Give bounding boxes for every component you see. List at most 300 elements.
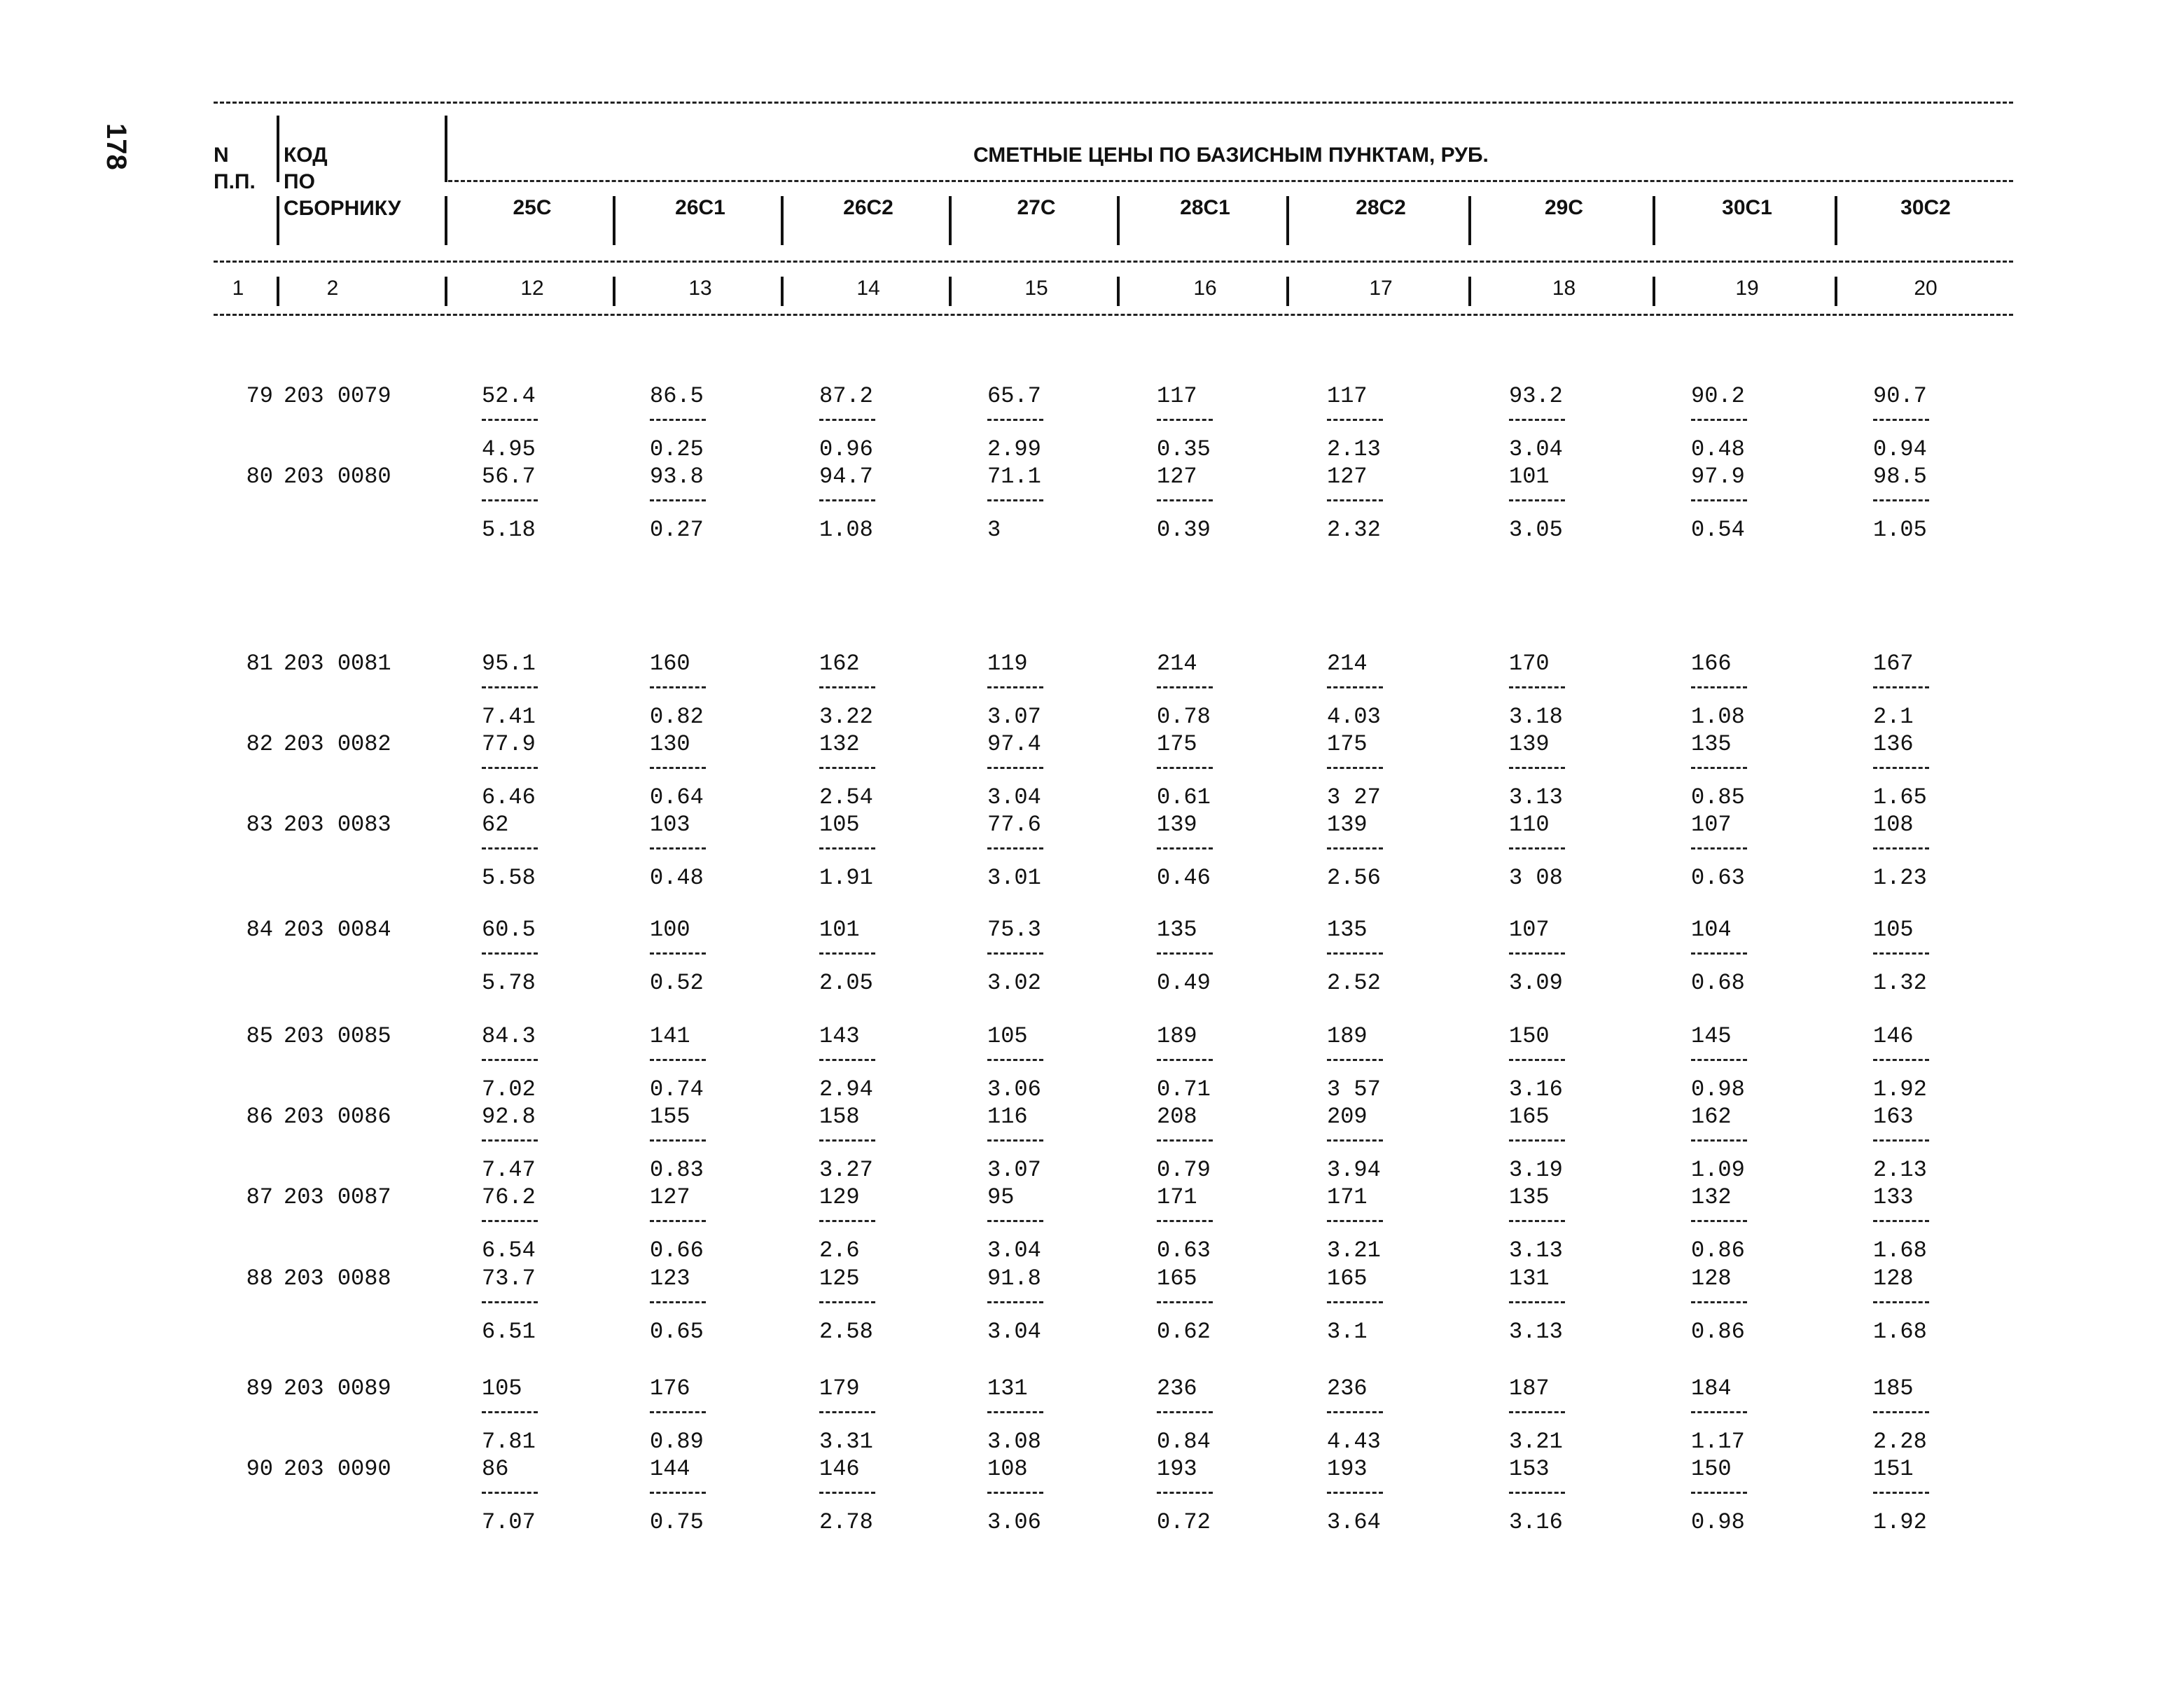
- price-value: 76.2: [482, 1184, 536, 1210]
- row-number: 85: [246, 1023, 273, 1049]
- fraction-line: [1327, 1059, 1383, 1061]
- fraction-line: [1509, 847, 1565, 850]
- price-fraction-value: 2.32: [1327, 517, 1381, 543]
- fraction-line: [1873, 419, 1929, 421]
- fraction-line: [1691, 952, 1747, 955]
- price-fraction-value: 0.96: [819, 436, 873, 462]
- price-fraction-value: 0.84: [1157, 1429, 1211, 1455]
- fraction-line: [1157, 499, 1213, 501]
- price-fraction-value: 3.19: [1509, 1157, 1563, 1183]
- fraction-line: [1157, 767, 1213, 769]
- fraction-line: [987, 1139, 1043, 1142]
- fraction-line: [1327, 686, 1383, 688]
- fraction-line: [1691, 847, 1747, 850]
- price-fraction-value: 1.92: [1873, 1076, 1927, 1102]
- price-fraction-value: 1.91: [819, 865, 873, 891]
- fraction-line: [650, 419, 706, 421]
- header-col-number: 16: [1193, 277, 1217, 300]
- fraction-line: [1873, 686, 1929, 688]
- price-fraction-value: 6.46: [482, 784, 536, 810]
- price-value: 175: [1327, 731, 1368, 757]
- row-number: 88: [246, 1265, 273, 1291]
- fraction-line: [1157, 1059, 1213, 1061]
- row-number: 89: [246, 1375, 273, 1401]
- fraction-line: [1157, 686, 1213, 688]
- fraction-line: [482, 1139, 538, 1142]
- price-fraction-value: 1.23: [1873, 865, 1927, 891]
- price-fraction-value: 3.94: [1327, 1157, 1381, 1183]
- price-value: 151: [1873, 1456, 1914, 1482]
- header-col-number: 1: [232, 277, 244, 300]
- price-value: 104: [1691, 917, 1732, 943]
- price-fraction-value: 0.82: [650, 704, 704, 730]
- price-value: 189: [1327, 1023, 1368, 1049]
- header-bottom-rule: [214, 314, 2013, 316]
- price-fraction-value: 2.13: [1327, 436, 1381, 462]
- price-value: 139: [1327, 812, 1368, 838]
- price-fraction-value: 0.63: [1157, 1237, 1211, 1263]
- header-col-label: 29C: [1544, 196, 1584, 219]
- header-col-label: 26C1: [675, 196, 725, 219]
- price-fraction-value: 1.09: [1691, 1157, 1745, 1183]
- price-value: 103: [650, 812, 690, 838]
- header-col-number: 13: [688, 277, 712, 300]
- price-fraction-value: 3.16: [1509, 1509, 1563, 1535]
- price-value: 105: [987, 1023, 1028, 1049]
- price-value: 56.7: [482, 464, 536, 490]
- header-col-label: 26C2: [843, 196, 893, 219]
- price-fraction-value: 3.16: [1509, 1076, 1563, 1102]
- price-fraction-value: 2.52: [1327, 970, 1381, 996]
- fraction-line: [1327, 499, 1383, 501]
- header-col-n-sub: П.П.: [214, 170, 256, 193]
- fraction-line: [987, 1220, 1043, 1222]
- fraction-line: [482, 847, 538, 850]
- price-value: 110: [1509, 812, 1550, 838]
- price-value: 135: [1327, 917, 1368, 943]
- price-value: 73.7: [482, 1265, 536, 1291]
- fraction-line: [1327, 1139, 1383, 1142]
- price-value: 187: [1509, 1375, 1550, 1401]
- header-sub-rule: [214, 261, 2013, 263]
- fraction-line: [1327, 1301, 1383, 1303]
- price-fraction-value: 3.21: [1509, 1429, 1563, 1455]
- fraction-line: [987, 686, 1043, 688]
- fraction-line: [1327, 847, 1383, 850]
- row-number: 83: [246, 812, 273, 838]
- price-fraction-value: 3.64: [1327, 1509, 1381, 1535]
- fraction-line: [650, 847, 706, 850]
- price-value: 87.2: [819, 383, 873, 409]
- header-col-number: 20: [1914, 277, 1938, 300]
- row-number: 81: [246, 651, 273, 677]
- header-divider: [277, 196, 279, 245]
- fraction-line: [1509, 952, 1565, 955]
- price-value: 214: [1157, 651, 1197, 677]
- fraction-line: [1691, 419, 1747, 421]
- fraction-line: [1509, 686, 1565, 688]
- header-col-number: 12: [520, 277, 544, 300]
- fraction-line: [1509, 1139, 1565, 1142]
- price-value: 236: [1157, 1375, 1197, 1401]
- price-fraction-value: 3.04: [987, 784, 1041, 810]
- row-code: 203 0079: [284, 383, 391, 409]
- price-value: 189: [1157, 1023, 1197, 1049]
- header-col-number: 19: [1735, 277, 1759, 300]
- fraction-line: [1327, 1220, 1383, 1222]
- price-value: 130: [650, 731, 690, 757]
- price-fraction-value: 5.78: [482, 970, 536, 996]
- header-code-line1: КОД: [284, 144, 328, 167]
- price-fraction-value: 0.72: [1157, 1509, 1211, 1535]
- header-divider: [445, 277, 447, 306]
- price-fraction-value: 7.41: [482, 704, 536, 730]
- fraction-line: [987, 1059, 1043, 1061]
- fraction-line: [819, 767, 875, 769]
- fraction-line: [482, 1492, 538, 1494]
- price-value: 146: [1873, 1023, 1914, 1049]
- price-value: 150: [1509, 1023, 1550, 1049]
- price-fraction-value: 3.13: [1509, 784, 1563, 810]
- fraction-line: [819, 847, 875, 850]
- price-value: 133: [1873, 1184, 1914, 1210]
- price-value: 128: [1691, 1265, 1732, 1291]
- fraction-line: [1873, 767, 1929, 769]
- price-fraction-value: 1.68: [1873, 1319, 1927, 1345]
- fraction-line: [1327, 767, 1383, 769]
- price-value: 131: [1509, 1265, 1550, 1291]
- row-code: 203 0084: [284, 917, 391, 943]
- price-fraction-value: 1.32: [1873, 970, 1927, 996]
- price-value: 86: [482, 1456, 509, 1482]
- price-fraction-value: 2.05: [819, 970, 873, 996]
- fraction-line: [1873, 1492, 1929, 1494]
- price-fraction-value: 3.22: [819, 704, 873, 730]
- header-code-line2: ПО: [284, 170, 315, 193]
- price-value: 135: [1509, 1184, 1550, 1210]
- price-value: 135: [1691, 731, 1732, 757]
- price-fraction-value: 0.94: [1873, 436, 1927, 462]
- fraction-line: [1691, 1139, 1747, 1142]
- price-value: 193: [1157, 1456, 1197, 1482]
- fraction-line: [1157, 1139, 1213, 1142]
- fraction-line: [819, 1301, 875, 1303]
- row-code: 203 0085: [284, 1023, 391, 1049]
- header-col-label: 27C: [1017, 196, 1056, 219]
- header-col-number: 15: [1024, 277, 1048, 300]
- price-value: 94.7: [819, 464, 873, 490]
- fraction-line: [1327, 1411, 1383, 1413]
- price-fraction-value: 3.27: [819, 1157, 873, 1183]
- price-value: 236: [1327, 1375, 1368, 1401]
- price-value: 65.7: [987, 383, 1041, 409]
- price-fraction-value: 1.08: [1691, 704, 1745, 730]
- price-value: 146: [819, 1456, 860, 1482]
- header-code-line3: СБОРНИКУ: [284, 197, 401, 220]
- fraction-line: [650, 686, 706, 688]
- price-fraction-value: 3: [987, 517, 1001, 543]
- fraction-line: [650, 1411, 706, 1413]
- price-fraction-value: 3.13: [1509, 1237, 1563, 1263]
- header-col-number: 2: [326, 277, 339, 300]
- price-fraction-value: 3.04: [987, 1237, 1041, 1263]
- price-value: 92.8: [482, 1104, 536, 1130]
- row-number: 87: [246, 1184, 273, 1210]
- fraction-line: [1509, 1220, 1565, 1222]
- price-fraction-value: 2.58: [819, 1319, 873, 1345]
- header-divider: [445, 116, 447, 182]
- price-fraction-value: 2.28: [1873, 1429, 1927, 1455]
- price-value: 91.8: [987, 1265, 1041, 1291]
- price-value: 141: [650, 1023, 690, 1049]
- fraction-line: [1873, 1139, 1929, 1142]
- fraction-line: [1691, 1492, 1747, 1494]
- row-code: 203 0090: [284, 1456, 391, 1482]
- fraction-line: [1873, 1411, 1929, 1413]
- price-fraction-value: 3.18: [1509, 704, 1563, 730]
- row-code: 203 0081: [284, 651, 391, 677]
- price-value: 165: [1327, 1265, 1368, 1291]
- price-fraction-value: 2.99: [987, 436, 1041, 462]
- fraction-line: [987, 767, 1043, 769]
- price-fraction-value: 2.56: [1327, 865, 1381, 891]
- price-value: 127: [650, 1184, 690, 1210]
- fraction-line: [1691, 1411, 1747, 1413]
- price-fraction-value: 7.81: [482, 1429, 536, 1455]
- fraction-line: [1509, 1411, 1565, 1413]
- price-value: 143: [819, 1023, 860, 1049]
- price-value: 165: [1509, 1104, 1550, 1130]
- fraction-line: [1509, 1301, 1565, 1303]
- price-fraction-value: 3.21: [1327, 1237, 1381, 1263]
- price-value: 60.5: [482, 917, 536, 943]
- price-value: 129: [819, 1184, 860, 1210]
- header-col-n: N: [214, 144, 229, 167]
- price-value: 123: [650, 1265, 690, 1291]
- price-fraction-value: 2.6: [819, 1237, 860, 1263]
- price-fraction-value: 0.25: [650, 436, 704, 462]
- price-value: 93.8: [650, 464, 704, 490]
- price-fraction-value: 0.64: [650, 784, 704, 810]
- price-value: 105: [819, 812, 860, 838]
- fraction-line: [650, 1301, 706, 1303]
- fraction-line: [1509, 499, 1565, 501]
- price-fraction-value: 1.17: [1691, 1429, 1745, 1455]
- header-col-label: 30C1: [1722, 196, 1772, 219]
- price-fraction-value: 0.63: [1691, 865, 1745, 891]
- price-fraction-value: 0.27: [650, 517, 704, 543]
- fraction-line: [650, 1059, 706, 1061]
- fraction-line: [482, 952, 538, 955]
- fraction-line: [482, 686, 538, 688]
- price-value: 127: [1157, 464, 1197, 490]
- price-value: 214: [1327, 651, 1368, 677]
- price-fraction-value: 6.54: [482, 1237, 536, 1263]
- price-fraction-value: 6.51: [482, 1319, 536, 1345]
- price-value: 184: [1691, 1375, 1732, 1401]
- price-value: 176: [650, 1375, 690, 1401]
- fraction-line: [1327, 1492, 1383, 1494]
- fraction-line: [1691, 767, 1747, 769]
- price-value: 127: [1327, 464, 1368, 490]
- price-value: 145: [1691, 1023, 1732, 1049]
- price-value: 98.5: [1873, 464, 1927, 490]
- price-value: 90.7: [1873, 383, 1927, 409]
- price-fraction-value: 3.07: [987, 1157, 1041, 1183]
- price-fraction-value: 5.58: [482, 865, 536, 891]
- price-fraction-value: 0.71: [1157, 1076, 1211, 1102]
- fraction-line: [1157, 419, 1213, 421]
- header-group-title: СМЕТНЫЕ ЦЕНЫ ПО БАЗИСНЫМ ПУНКТАМ, РУБ.: [973, 144, 1489, 167]
- price-value: 163: [1873, 1104, 1914, 1130]
- price-value: 193: [1327, 1456, 1368, 1482]
- fraction-line: [650, 767, 706, 769]
- price-value: 105: [1873, 917, 1914, 943]
- price-value: 101: [819, 917, 860, 943]
- price-value: 77.6: [987, 812, 1041, 838]
- fraction-line: [1509, 767, 1565, 769]
- price-fraction-value: 0.68: [1691, 970, 1745, 996]
- header-col-number: 14: [856, 277, 880, 300]
- price-value: 208: [1157, 1104, 1197, 1130]
- price-value: 105: [482, 1375, 522, 1401]
- fraction-line: [819, 1411, 875, 1413]
- price-value: 144: [650, 1456, 690, 1482]
- page-number: 178: [101, 123, 132, 170]
- price-value: 162: [819, 651, 860, 677]
- price-fraction-value: 0.86: [1691, 1237, 1745, 1263]
- price-fraction-value: 3.01: [987, 865, 1041, 891]
- price-value: 167: [1873, 651, 1914, 677]
- price-value: 175: [1157, 731, 1197, 757]
- price-value: 75.3: [987, 917, 1041, 943]
- header-col-number: 18: [1552, 277, 1576, 300]
- fraction-line: [1691, 1059, 1747, 1061]
- price-value: 116: [987, 1104, 1028, 1130]
- fraction-line: [819, 1492, 875, 1494]
- fraction-line: [1157, 1411, 1213, 1413]
- row-number: 86: [246, 1104, 273, 1130]
- price-fraction-value: 2.94: [819, 1076, 873, 1102]
- row-code: 203 0086: [284, 1104, 391, 1130]
- price-fraction-value: 3.05: [1509, 517, 1563, 543]
- fraction-line: [1691, 499, 1747, 501]
- price-fraction-value: 0.74: [650, 1076, 704, 1102]
- price-value: 86.5: [650, 383, 704, 409]
- price-value: 95: [987, 1184, 1015, 1210]
- price-fraction-value: 1.92: [1873, 1509, 1927, 1535]
- price-value: 95.1: [482, 651, 536, 677]
- price-value: 153: [1509, 1456, 1550, 1482]
- price-value: 97.9: [1691, 464, 1745, 490]
- price-value: 135: [1157, 917, 1197, 943]
- price-value: 100: [650, 917, 690, 943]
- price-fraction-value: 2.78: [819, 1509, 873, 1535]
- header-mid-rule: [448, 180, 2013, 182]
- price-value: 93.2: [1509, 383, 1563, 409]
- price-fraction-value: 0.46: [1157, 865, 1211, 891]
- price-fraction-value: 3 27: [1327, 784, 1381, 810]
- fraction-line: [819, 686, 875, 688]
- price-value: 160: [650, 651, 690, 677]
- price-fraction-value: 3 08: [1509, 865, 1563, 891]
- price-fraction-value: 0.98: [1691, 1076, 1745, 1102]
- fraction-line: [987, 847, 1043, 850]
- header-col-number: 17: [1369, 277, 1393, 300]
- price-fraction-value: 3.04: [1509, 436, 1563, 462]
- fraction-line: [987, 1411, 1043, 1413]
- fraction-line: [482, 1301, 538, 1303]
- header-col-label: 25C: [513, 196, 552, 219]
- price-fraction-value: 1.65: [1873, 784, 1927, 810]
- price-fraction-value: 0.78: [1157, 704, 1211, 730]
- price-fraction-value: 3 57: [1327, 1076, 1381, 1102]
- fraction-line: [650, 499, 706, 501]
- row-code: 203 0083: [284, 812, 391, 838]
- price-value: 125: [819, 1265, 860, 1291]
- price-value: 128: [1873, 1265, 1914, 1291]
- price-fraction-value: 3.06: [987, 1076, 1041, 1102]
- fraction-line: [1157, 1301, 1213, 1303]
- header-divider: [445, 196, 447, 245]
- fraction-line: [1873, 499, 1929, 501]
- fraction-line: [482, 1059, 538, 1061]
- fraction-line: [819, 1220, 875, 1222]
- row-code: 203 0087: [284, 1184, 391, 1210]
- fraction-line: [1157, 1492, 1213, 1494]
- fraction-line: [1509, 419, 1565, 421]
- price-value: 171: [1157, 1184, 1197, 1210]
- price-fraction-value: 4.03: [1327, 704, 1381, 730]
- fraction-line: [1509, 1059, 1565, 1061]
- fraction-line: [819, 499, 875, 501]
- fraction-line: [987, 1301, 1043, 1303]
- price-fraction-value: 3.06: [987, 1509, 1041, 1535]
- price-value: 179: [819, 1375, 860, 1401]
- price-value: 101: [1509, 464, 1550, 490]
- price-fraction-value: 3.1: [1327, 1319, 1368, 1345]
- fraction-line: [650, 1139, 706, 1142]
- fraction-line: [987, 419, 1043, 421]
- price-value: 117: [1327, 383, 1368, 409]
- fraction-line: [987, 1492, 1043, 1494]
- price-value: 139: [1157, 812, 1197, 838]
- fraction-line: [1873, 1220, 1929, 1222]
- price-fraction-value: 0.35: [1157, 436, 1211, 462]
- price-value: 108: [1873, 812, 1914, 838]
- price-value: 171: [1327, 1184, 1368, 1210]
- price-value: 97.4: [987, 731, 1041, 757]
- price-value: 107: [1691, 812, 1732, 838]
- price-value: 71.1: [987, 464, 1041, 490]
- fraction-line: [650, 952, 706, 955]
- fraction-line: [482, 1220, 538, 1222]
- header-divider: [277, 277, 279, 306]
- price-fraction-value: 0.54: [1691, 517, 1745, 543]
- fraction-line: [1873, 952, 1929, 955]
- price-fraction-value: 0.83: [650, 1157, 704, 1183]
- price-fraction-value: 1.08: [819, 517, 873, 543]
- price-value: 62: [482, 812, 509, 838]
- price-value: 107: [1509, 917, 1550, 943]
- price-fraction-value: 7.07: [482, 1509, 536, 1535]
- price-fraction-value: 3.02: [987, 970, 1041, 996]
- price-fraction-value: 0.85: [1691, 784, 1745, 810]
- header-top-rule: [214, 102, 2013, 104]
- price-fraction-value: 2.1: [1873, 704, 1914, 730]
- price-value: 155: [650, 1104, 690, 1130]
- fraction-line: [482, 499, 538, 501]
